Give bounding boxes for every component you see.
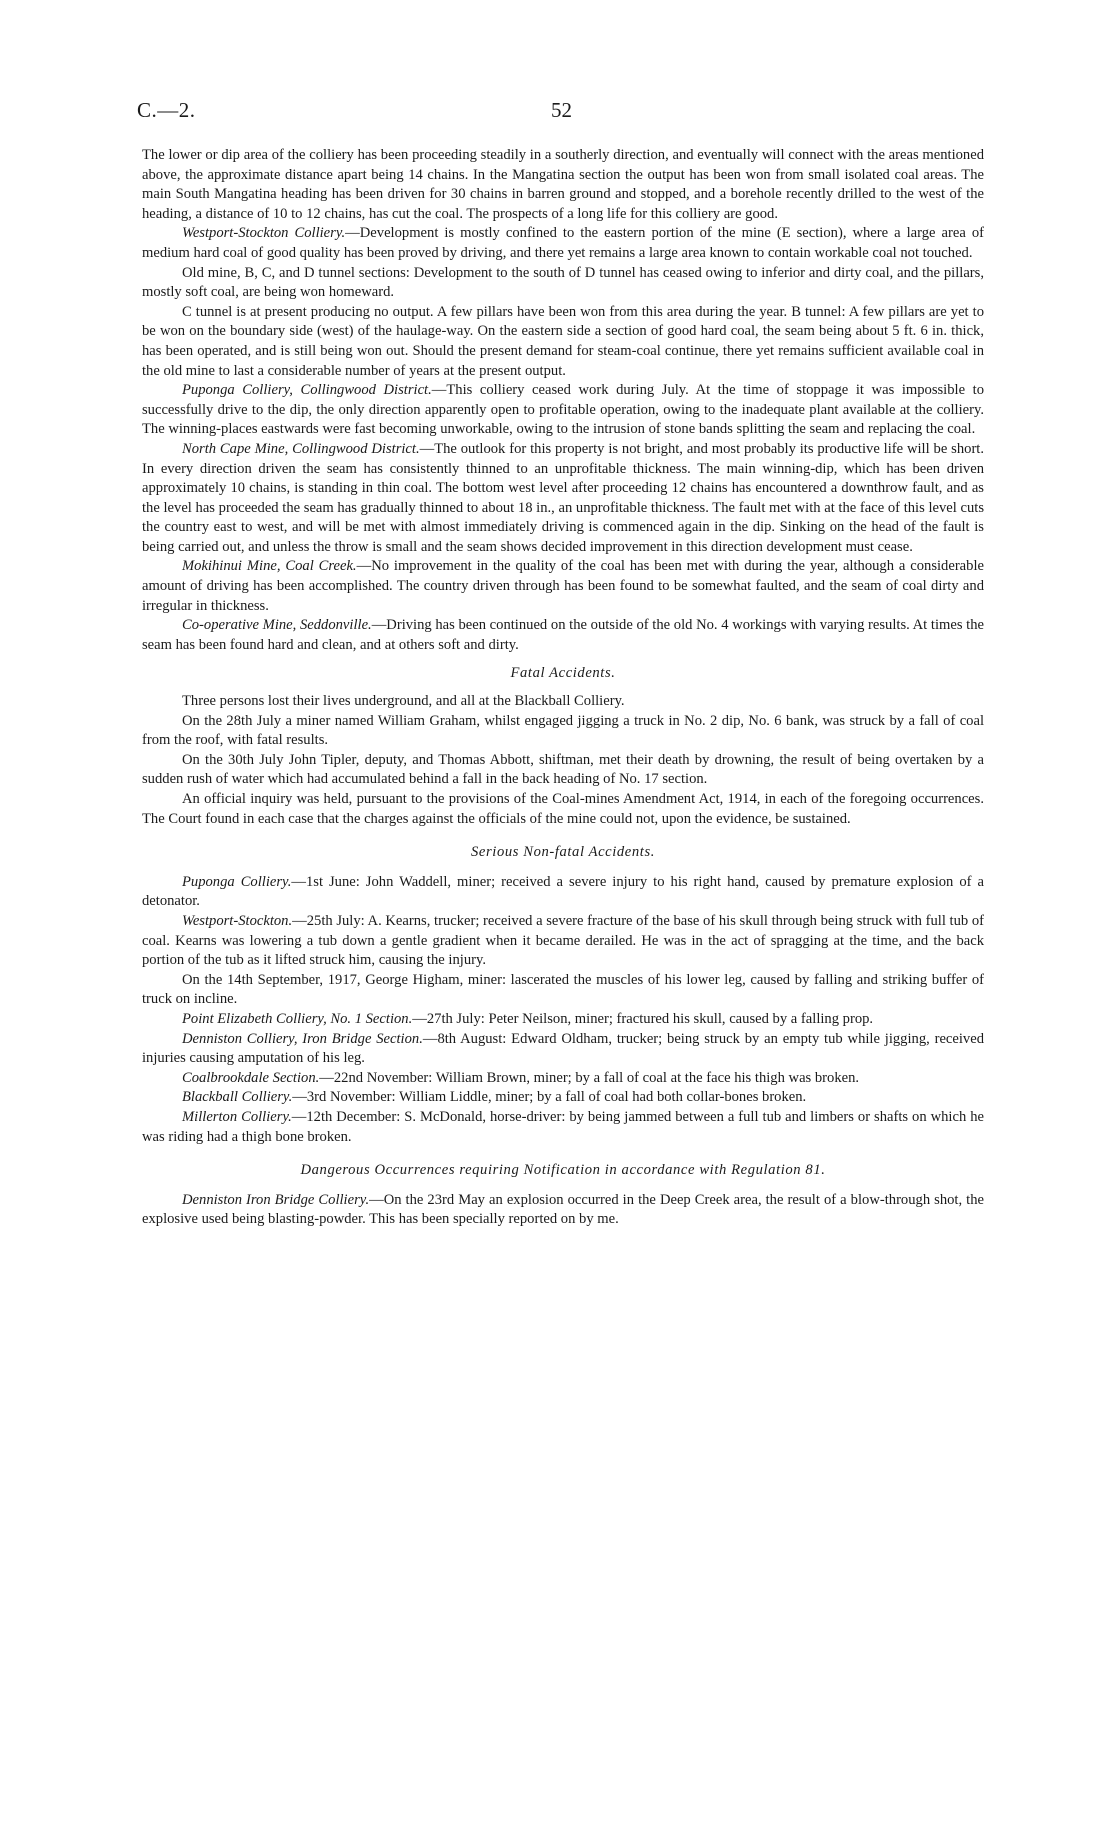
paragraph-text: Old mine, B, C, and D tunnel sections: Development to the south of D tunnel has ceased owing to inferior and dirty coal, and the pillars, mostly soft coal, are being won homeward. (142, 264, 984, 301)
paragraph (142, 616, 984, 655)
paragraph (142, 264, 984, 303)
paragraph-text: —3rd November: William Liddle, miner; by a fall of coal had both collar-bones broken. (292, 1089, 807, 1106)
paragraph-lead: Denniston Colliery, Iron Bridge Section. (182, 1030, 423, 1047)
paragraph-lead: Blackball Colliery. (182, 1089, 293, 1106)
paragraph (142, 1069, 984, 1089)
paragraph-text: —22nd November: William Brown, miner; by a fall of coal at the face his thigh was broken. (319, 1069, 860, 1086)
paragraph (142, 912, 984, 971)
section-heading-dangerous-occurrences: Dangerous Occurrences requiring Notification in accordance with Regulation 81. (300, 1162, 826, 1179)
paragraph (142, 873, 984, 912)
paragraph-text: —25th July: A. Kearns, trucker; received a severe fracture of the base of his skull through being struck with full tub of coal. Kearns was lowering a tub down a gentle gradient when it became derailed. He was in the act of spragging at the time, and the back portion of the tub as it lifted struck him, causing the injury. (142, 912, 984, 969)
paragraph-text: —Development is mostly confined to the eastern portion of the mine (E section), where a large area of medium hard coal of good quality has been proved by driving, and there yet remains a large area known to contain workable coal not touched. (142, 225, 984, 261)
paragraph-text: —The outlook for this property is not bright, and most probably its productive life will be short. In every direction driven the seam has consistently thinned to an unprofitable thickness. The main winning-dip, which has been driven approximately 10 chains, is standing in thin coal. The bottom west level after proceeding 12 chains has encountered a downthrow fault, and as the level has proceeded the seam has gradually thinned to about 18 in., an unprofitable thickness. The fault met with at the face of this level cuts the country east to west, and will be met with almost immediately driving is commenced again in the dip. Sinking on the head of the fault is being carried out, and unless the throw is small and the seam shows decided improvement in this direction development must cease. (142, 440, 985, 555)
paragraph (142, 557, 984, 616)
paragraph-text: —1st June: John Waddell, miner; received a severe injury to his right hand, caused by premature explosion of a detonator. (142, 873, 984, 910)
paragraph (142, 1010, 984, 1030)
paragraph-lead: Westport-Stockton. (182, 912, 293, 929)
paragraph-text: The lower or dip area of the colliery has been proceeding steadily in a southerly direction, and eventually will connect with the areas mentioned above, the approximate distance apart being 14 chains. In the Mangatina section the output has been won from small isolated coal areas. The main South Mangatina heading has been driven for 30 chains in barren ground and stopped, and a borehole recently drilled to the west of the heading, a distance of 10 to 12 chains, has cut the coal. The prospects of a long life for this colliery are good. (142, 147, 984, 222)
paragraph-text: C tunnel is at present producing no output. A few pillars have been won from this area during the year. B tunnel: A few pillars are yet to be won on the boundary side (west) of the haulage-way. On the eastern side a section of good hard coal, the seam being about 5 ft. 6 in. thick, has been operated, and is still being won out. Should the present demand for steam-coal continue, there yet remains sufficient available coal in the old mine to last a considerable number of years at the present output. (142, 303, 984, 379)
paragraph-text: —8th August: Edward Oldham, trucker; being struck by an empty tub while jigging, received injuries causing amputation of his leg. (142, 1030, 985, 1067)
paragraph-text: On the 14th September, 1917, George Higham, miner: lascerated the muscles of his lower leg, caused by falling and striking buffer of truck on incline. (142, 971, 984, 1008)
paragraph (142, 751, 984, 790)
paragraph-lead: Mokihinui Mine, Coal Creek. (182, 558, 357, 575)
paragraph (142, 971, 984, 1010)
paragraph (142, 1108, 984, 1147)
paragraph (142, 224, 984, 263)
section-heading-serious-accidents: Serious Non-fatal Accidents. (471, 844, 655, 861)
paragraph-text: —On the 23rd May an explosion occurred in the Deep Creek area, the result of a blow-through shot, the explosive used being blasting-powder. This has been specially reported on by me. (142, 1191, 984, 1228)
paragraph-text: —12th December: S. McDonald, horse-driver: by being jammed between a full tub and limbers or shafts on which he was riding had a thigh bone broken. (142, 1108, 984, 1145)
paragraph-lead: Coalbrookdale Section. (182, 1069, 320, 1086)
paragraph (142, 146, 984, 224)
paragraph-lead: Point Elizabeth Colliery, No. 1 Section. (182, 1010, 413, 1027)
paragraph-lead: Millerton Colliery. (182, 1108, 292, 1125)
paragraph-lead: Puponga Colliery, Collingwood District. (182, 382, 432, 399)
paragraph (142, 712, 984, 751)
section-heading-fatal-accidents: Fatal Accidents. (510, 665, 616, 682)
page-header (137, 98, 986, 128)
paragraph-text: —27th July: Peter Neilson, miner; fractured his skull, caused by a falling prop. (412, 1010, 874, 1027)
page-number: 52 (551, 98, 572, 122)
paragraph-text: On the 28th July a miner named William Graham, whilst engaged jigging a truck in No. 2 dip, No. 6 bank, was struck by a fall of coal from the roof, with fatal results. (142, 712, 984, 749)
paragraph-lead: Puponga Colliery. (182, 873, 292, 890)
paragraph (142, 303, 984, 381)
paragraph-lead: Co-operative Mine, Seddonville. (182, 617, 372, 634)
page-body (142, 146, 984, 1230)
paragraph (142, 381, 984, 440)
paragraph (142, 1030, 984, 1069)
paragraph-lead: Denniston Iron Bridge Colliery. (182, 1191, 370, 1208)
page-reference: C.—2. (137, 98, 196, 122)
paragraph (142, 1191, 984, 1230)
paragraph (142, 692, 984, 712)
paragraph-text: Three persons lost their lives underground, and all at the Blackball Colliery. (182, 693, 625, 710)
paragraph-lead: Westport-Stockton Colliery. (182, 225, 346, 242)
paragraph (142, 440, 984, 558)
paragraph-text: On the 30th July John Tipler, deputy, and Thomas Abbott, shiftman, met their death by drowning, the result of being overtaken by a sudden rush of water which had accumulated behind a fall in the back heading of No. 17 section. (142, 751, 984, 788)
paragraph-text: —No improvement in the quality of the coal has been met with during the year, although a considerable amount of driving has been accomplished. The country driven through has been found to be somewhat faulted, and the seam of coal dirty and irregular in thickness. (142, 558, 984, 614)
paragraph-text: —Driving has been continued on the outside of the old No. 4 workings with varying results. At times the seam has been found hard and clean, and at others soft and dirty. (142, 617, 984, 653)
paragraph-text: An official inquiry was held, pursuant to the provisions of the Coal-mines Amendment Act, 1914, in each of the foregoing occurrences. The Court found in each case that the charges against the officials of the mine could not, upon the evidence, be sustained. (142, 791, 984, 827)
paragraph-lead: North Cape Mine, Collingwood District. (182, 440, 420, 457)
paragraph-text: —This colliery ceased work during July. At the time of stoppage it was impossible to successfully drive to the dip, the only direction apparently open to profitable operation, owing to the inadequate plant available at the colliery. The winning-places eastwards were fast becoming unworkable, owing to the intrusion of stone bands splitting the seam and replacing the coal. (142, 382, 984, 438)
paragraph (142, 790, 984, 829)
paragraph (142, 1088, 984, 1108)
